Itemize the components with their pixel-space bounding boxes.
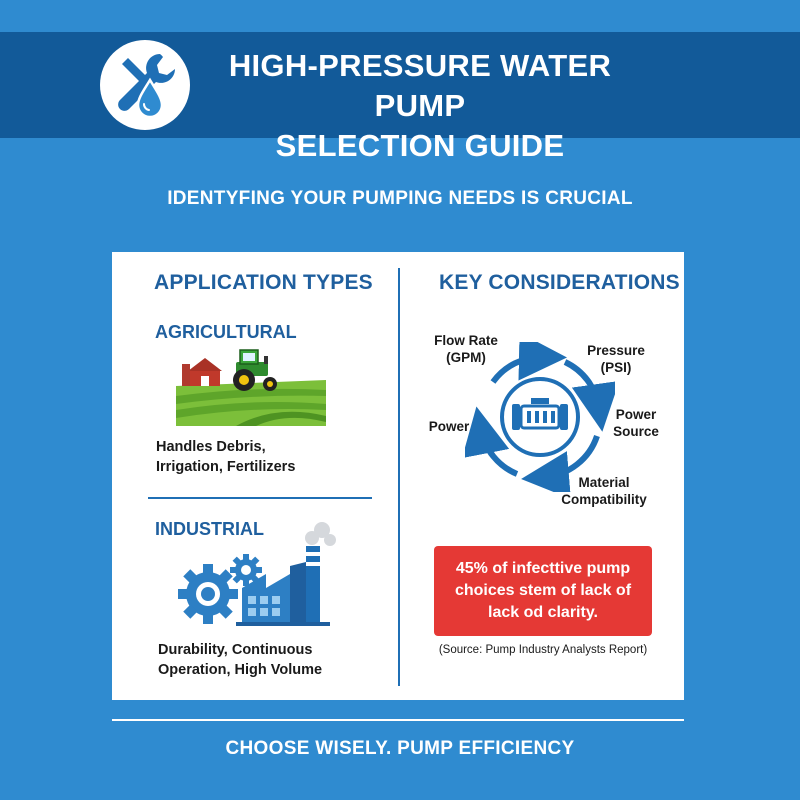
tractor-farm-icon <box>176 346 326 426</box>
power-source-label: Power Source <box>613 407 659 439</box>
industrial-desc-line-1: Durability, Continuous <box>158 642 313 658</box>
title-line-1: HIGH-PRESSURE WATER PUMP <box>228 48 612 123</box>
industrial-label: INDUSTRIAL <box>155 519 264 539</box>
pump-icon <box>512 398 568 430</box>
material-compatibility-label: Material Compatibility <box>561 475 647 507</box>
vertical-divider <box>398 268 400 686</box>
industrial-desc-line-2: Operation, High Volume <box>158 662 323 678</box>
key-considerations-heading: KEY CONSIDERATIONS <box>439 271 680 294</box>
flow-rate-label: Flow Rate (GPM) <box>434 333 498 365</box>
statistic-callout <box>434 546 652 636</box>
title-line-2: SELECTION GUIDE <box>275 128 565 163</box>
agricultural-desc-line-2: Irrigation, Fertilizers <box>156 459 296 475</box>
agricultural-label: AGRICULTURAL <box>155 322 297 342</box>
footer-text: CHOOSE WISELY. PUMP EFFICIENCY <box>225 738 575 759</box>
agricultural-desc-line-1: Handles Debris, <box>156 439 266 455</box>
pressure-label: Pressure (PSI) <box>587 343 645 375</box>
source-citation: (Source: Pump Industry Analysts Report) <box>438 644 648 656</box>
footer-divider <box>112 719 684 721</box>
wrench-water-drop-icon <box>100 40 190 130</box>
factory-gears-icon <box>174 518 344 628</box>
application-types-heading: APPLICATION TYPES <box>154 271 373 294</box>
logo-badge <box>100 40 190 130</box>
page-title <box>195 46 645 166</box>
agricultural-description <box>156 437 295 477</box>
statistic-text: 45% of infecttive pump choices stem of lack of lack od clarity. <box>454 560 632 621</box>
horizontal-divider <box>148 497 372 499</box>
subtitle: IDENTYFING YOUR PUMPING NEEDS IS CRUCIAL <box>167 188 633 209</box>
industrial-description <box>158 640 322 680</box>
power-label: Power <box>428 419 470 434</box>
